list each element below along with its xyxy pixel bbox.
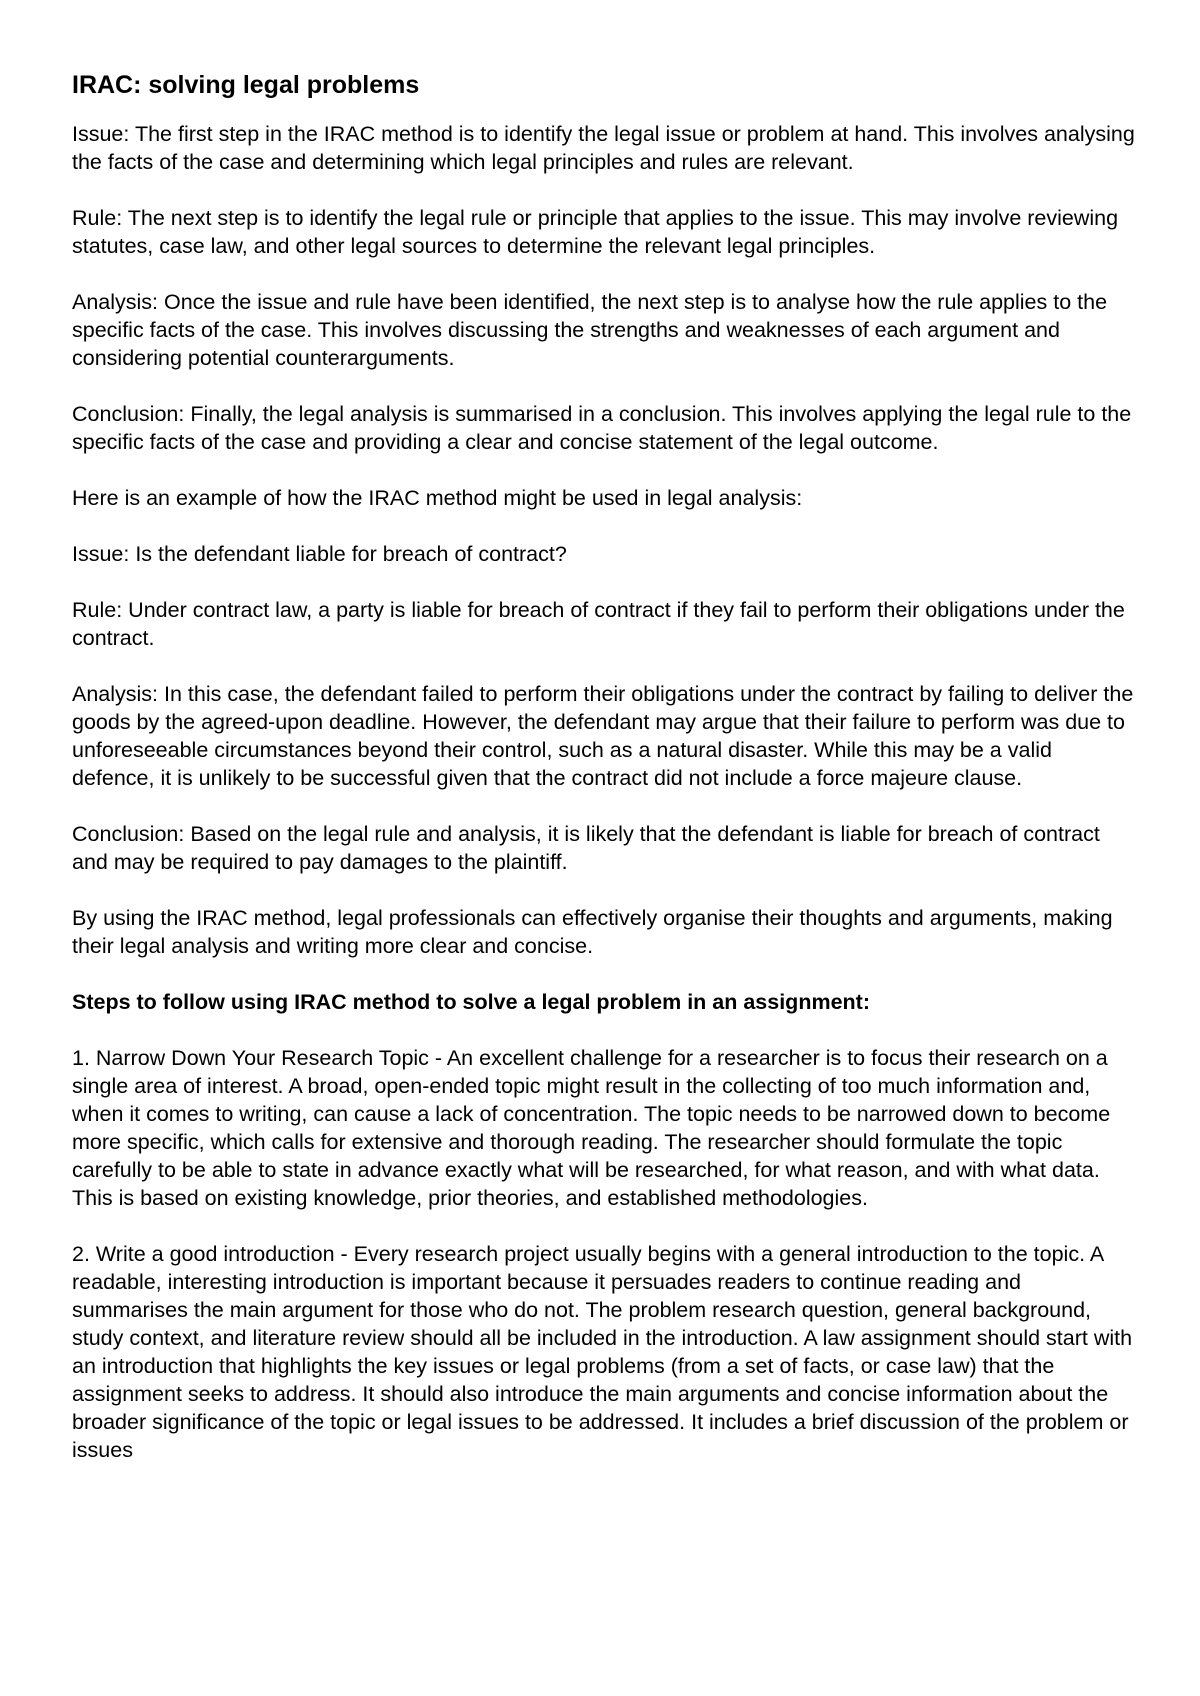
paragraph-issue: Issue: The first step in the IRAC method is to identify the legal issue or problem at hand. This involves analysing the facts of the case and determining which legal principles and rules are relevant. (72, 122, 1135, 174)
paragraph-summary: By using the IRAC method, legal professionals can effectively organise their thoughts and arguments, making their legal analysis and writing more clear and concise. (72, 906, 1113, 958)
paragraph-rule: Rule: The next step is to identify the legal rule or principle that applies to the issue. This may involve reviewing statutes, case law, and other legal sources to determine the relevant legal principles. (72, 206, 1119, 258)
paragraph-conclusion: Conclusion: Finally, the legal analysis is summarised in a conclusion. This involves applying the legal rule to the specific facts of the case and providing a clear and concise statement of the legal outcome. (72, 402, 1132, 454)
document-page (72, 70, 1140, 1492)
paragraph-example-intro: Here is an example of how the IRAC method might be used in legal analysis: (72, 486, 803, 510)
paragraph-example-rule: Rule: Under contract law, a party is liable for breach of contract if they fail to perform their obligations under the contract. (72, 598, 1125, 650)
document-title: IRAC: solving legal problems (72, 71, 420, 99)
paragraph-example-issue: Issue: Is the defendant liable for breach of contract? (72, 542, 567, 566)
step-item-1: 1. Narrow Down Your Research Topic - An excellent challenge for a researcher is to focus their research on a single area of interest. A broad, open-ended topic might result in the collecting of too much information and, when it comes to writing, can cause a lack of concentration. The topic needs to be narrowed down to become more specific, which calls for extensive and thorough reading. The researcher should formulate the topic carefully to be able to state in advance exactly what will be researched, for what reason, and with what data. This is based on existing knowledge, prior theories, and established methodologies. (72, 1046, 1111, 1210)
paragraph-example-analysis: Analysis: In this case, the defendant failed to perform their obligations under the contract by failing to deliver the goods by the agreed-upon deadline. However, the defendant may argue that their failure to perform was due to unforeseeable circumstances beyond their control, such as a natural disaster. While this may be a valid defence, it is unlikely to be successful given that the contract did not include a force majeure clause. (72, 682, 1134, 790)
steps-heading: Steps to follow using IRAC method to solve a legal problem in an assignment: (72, 990, 870, 1014)
paragraph-analysis: Analysis: Once the issue and rule have been identified, the next step is to analyse how the rule applies to the specific facts of the case. This involves discussing the strengths and weaknesses of each argument and considering potential counterarguments. (72, 290, 1108, 370)
paragraph-example-conclusion: Conclusion: Based on the legal rule and analysis, it is likely that the defendant is liable for breach of contract and may be required to pay damages to the plaintiff. (72, 822, 1100, 874)
step-item-2: 2. Write a good introduction - Every research project usually begins with a general introduction to the topic. A readable, interesting introduction is important because it persuades readers to continue reading and summarises the main argument for those who do not. The problem research question, general background, study context, and literature review should all be included in the introduction. A law assignment should start with an introduction that highlights the key issues or legal problems (from a set of facts, or case law) that the assignment seeks to address. It should also introduce the main arguments and concise information about the broader significance of the topic or legal issues to be addressed. It includes a brief discussion of the problem or issues (72, 1242, 1133, 1462)
